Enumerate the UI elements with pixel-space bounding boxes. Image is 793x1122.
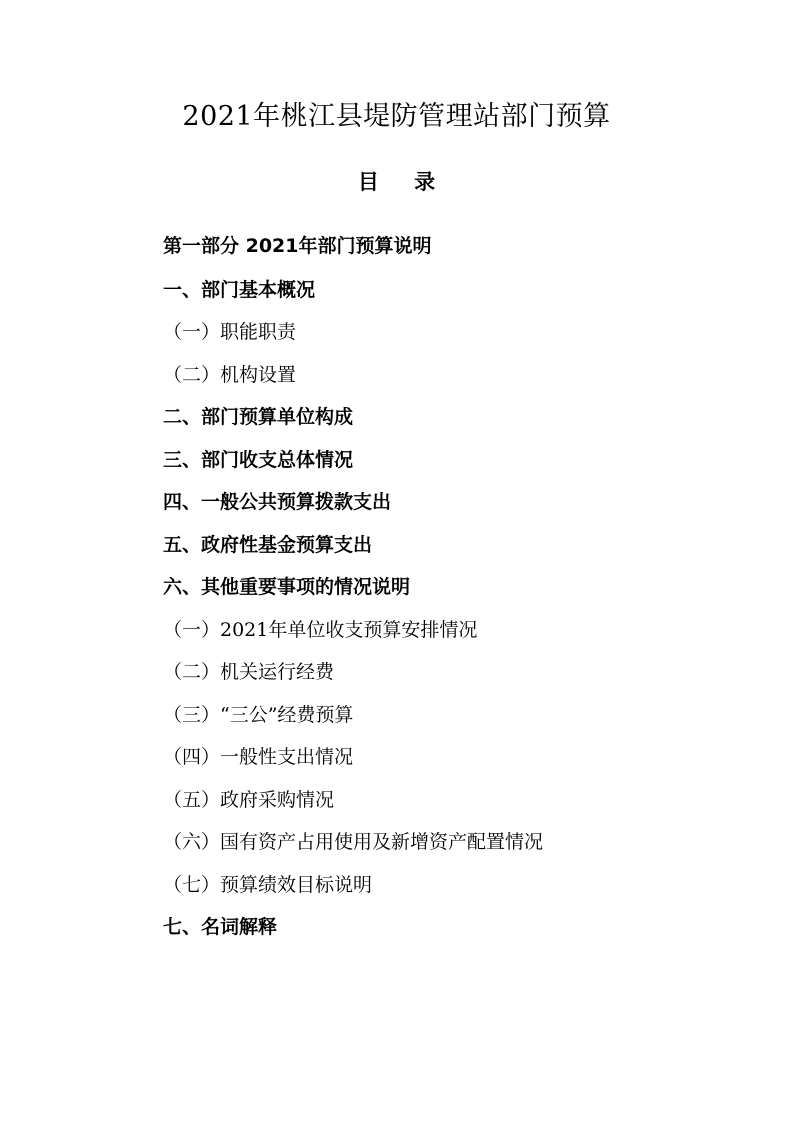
toc-item-section-6-6: （六）国有资产占用使用及新增资产配置情况 [163, 831, 544, 853]
toc-item-section-2: 二、部门预算单位构成 [163, 406, 354, 428]
toc-heading: 目 录 [357, 170, 450, 194]
toc-item-section-6-3: （三）“三公”经费预算 [163, 704, 354, 726]
toc-item-section-1-1: （一）职能职责 [163, 321, 297, 343]
toc-item-section-5: 五、政府性基金预算支出 [163, 534, 373, 556]
toc-item-section-7: 七、名词解释 [163, 916, 278, 938]
toc-item-section-1: 一、部门基本概况 [163, 279, 316, 301]
document-title: 2021年桃江县堤防管理站部门预算 [182, 101, 611, 132]
toc-item-section-4: 四、一般公共预算拨款支出 [163, 491, 392, 513]
toc-item-section-6: 六、其他重要事项的情况说明 [163, 576, 411, 598]
toc-item-section-6-5: （五）政府采购情况 [163, 789, 335, 811]
toc-item-section-1-2: （二）机构设置 [163, 364, 297, 386]
toc-item-section-6-7: （七）预算绩效目标说明 [163, 874, 373, 896]
toc-item-section-6-1: （一）2021年单位收支预算安排情况 [163, 619, 478, 641]
toc-item-part-one: 第一部分 2021年部门预算说明 [163, 235, 432, 257]
toc-item-section-6-2: （二）机关运行经费 [163, 661, 335, 683]
toc-item-section-6-4: （四）一般性支出情况 [163, 746, 354, 768]
toc-item-section-3: 三、部门收支总体情况 [163, 449, 354, 471]
